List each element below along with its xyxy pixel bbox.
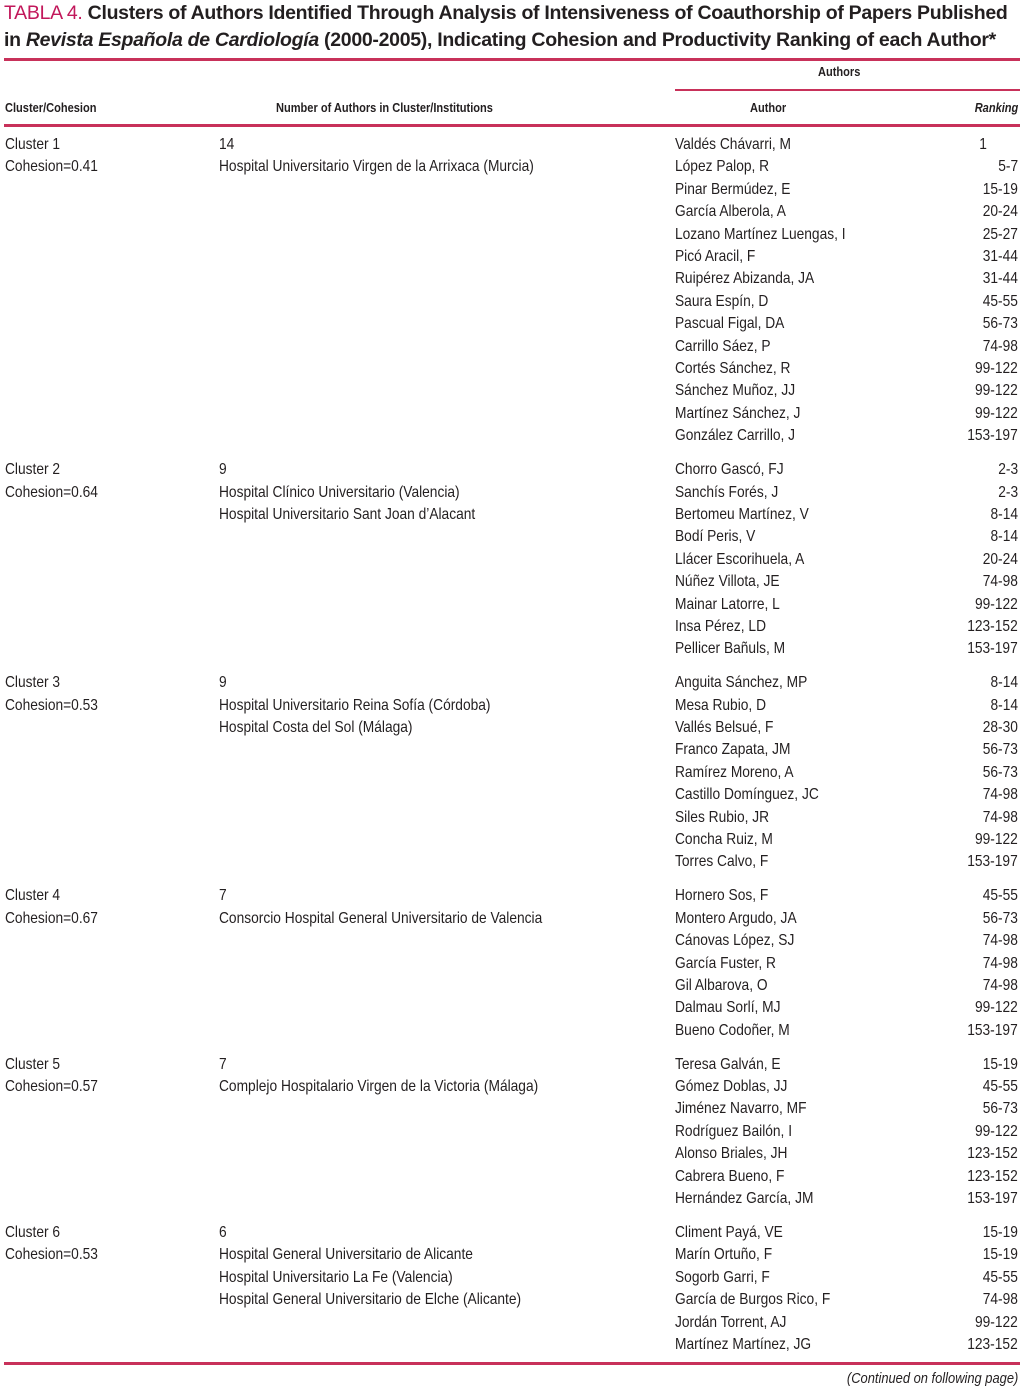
author-name: Insa Pérez, LD bbox=[675, 617, 767, 635]
author-count: 14 bbox=[219, 136, 235, 153]
title-text-1: Clusters of Authors Identified Through Analysis of Intensiveness of Coauthorship of Papers Published bbox=[87, 2, 1008, 24]
institution: Consorcio Hospital General Universitario de Valencia bbox=[219, 909, 543, 927]
journal-name: Revista Española de Cardiología bbox=[25, 29, 319, 51]
author-ranking: 153-197 bbox=[967, 427, 1018, 445]
header-ranking: Ranking bbox=[974, 100, 1018, 115]
table-row bbox=[0, 201, 1024, 223]
table-row bbox=[0, 594, 1024, 616]
author-ranking: 123-152 bbox=[967, 1145, 1018, 1163]
title-text-2-pre: in bbox=[4, 29, 21, 51]
author-name: Pascual Figal, DA bbox=[675, 315, 785, 333]
table-row bbox=[0, 908, 1024, 930]
title-line-1 bbox=[4, 0, 1020, 27]
author-ranking: 20-24 bbox=[982, 550, 1018, 568]
author-ranking: 56-73 bbox=[982, 763, 1018, 781]
author-ranking: 56-73 bbox=[982, 909, 1018, 927]
author-name: Concha Ruiz, M bbox=[675, 831, 773, 848]
table-row bbox=[0, 459, 1024, 481]
author-ranking: 2-3 bbox=[998, 483, 1018, 501]
author-ranking: 74-98 bbox=[982, 786, 1018, 804]
author-ranking: 8-14 bbox=[990, 674, 1018, 692]
table-row bbox=[0, 1222, 1024, 1244]
table-row bbox=[0, 1312, 1024, 1334]
cluster-cohesion: Cohesion=0.53 bbox=[5, 696, 98, 714]
table-row bbox=[0, 1289, 1024, 1311]
author-ranking: 56-73 bbox=[982, 315, 1018, 333]
author-name: Carrillo Sáez, P bbox=[675, 337, 771, 355]
author-name: Dalmau Sorlí, MJ bbox=[675, 999, 781, 1017]
table-row bbox=[0, 571, 1024, 593]
author-name: Chorro Gascó, FJ bbox=[675, 461, 784, 479]
author-count: 7 bbox=[219, 887, 227, 905]
author-ranking: 99-122 bbox=[975, 360, 1018, 377]
table-label: TABLA 4. bbox=[4, 2, 83, 24]
author-ranking: 74-98 bbox=[982, 808, 1018, 826]
author-name: Cortés Sánchez, R bbox=[675, 360, 791, 377]
institution: Hospital General Universitario de Elche (Alicante) bbox=[219, 1291, 522, 1309]
table-row bbox=[0, 549, 1024, 571]
cluster-name: Cluster 6 bbox=[5, 1223, 61, 1241]
author-count: 7 bbox=[219, 1055, 227, 1073]
cluster-name: Cluster 2 bbox=[5, 461, 61, 479]
author-name: Marín Ortuño, F bbox=[675, 1246, 773, 1264]
institution: Hospital Universitario Virgen de la Arrixaca (Murcia) bbox=[219, 158, 534, 176]
author-ranking: 56-73 bbox=[982, 741, 1018, 759]
author-name: Martínez Sánchez, J bbox=[675, 404, 801, 422]
author-name: Sogorb Garri, F bbox=[675, 1268, 770, 1286]
author-ranking: 153-197 bbox=[967, 853, 1018, 871]
author-ranking: 99-122 bbox=[975, 382, 1018, 400]
author-name: Franco Zapata, JM bbox=[675, 741, 791, 759]
author-name: García de Burgos Rico, F bbox=[675, 1291, 831, 1309]
table-row bbox=[0, 1020, 1024, 1042]
continued-note: (Continued on following page) bbox=[846, 1370, 1018, 1387]
author-name: Pinar Bermúdez, E bbox=[675, 180, 791, 198]
table-row bbox=[0, 156, 1024, 178]
author-name: Ramírez Moreno, A bbox=[675, 763, 794, 781]
author-name: Cabrera Bueno, F bbox=[675, 1167, 785, 1185]
table-row bbox=[0, 638, 1024, 660]
author-ranking: 123-152 bbox=[967, 1167, 1018, 1185]
author-ranking: 56-73 bbox=[982, 1100, 1018, 1118]
table-row bbox=[0, 313, 1024, 335]
authors-group-rule bbox=[675, 89, 1020, 91]
header-institutions: Number of Authors in Cluster/Institutions bbox=[276, 100, 493, 115]
author-ranking: 74-98 bbox=[982, 932, 1018, 950]
header-rule bbox=[4, 124, 1020, 127]
cluster-name: Cluster 3 bbox=[5, 674, 61, 692]
author-ranking: 74-98 bbox=[982, 976, 1018, 994]
author-ranking: 74-98 bbox=[982, 573, 1018, 591]
bottom-rule bbox=[4, 1362, 1020, 1365]
author-name: Mesa Rubio, D bbox=[675, 696, 767, 714]
author-name: Sánchez Muñoz, JJ bbox=[675, 382, 796, 400]
author-name: Lozano Martínez Luengas, I bbox=[675, 225, 846, 243]
table-row bbox=[0, 807, 1024, 829]
table-row bbox=[0, 1098, 1024, 1120]
table-row bbox=[0, 953, 1024, 975]
author-ranking: 99-122 bbox=[975, 1313, 1018, 1331]
author-name: Pellicer Bañuls, M bbox=[675, 640, 786, 658]
author-ranking: 99-122 bbox=[975, 831, 1018, 848]
institution: Hospital Universitario La Fe (Valencia) bbox=[219, 1268, 453, 1286]
table-row bbox=[0, 997, 1024, 1019]
cluster-name: Cluster 4 bbox=[5, 887, 61, 905]
author-ranking: 8-14 bbox=[990, 696, 1018, 714]
author-name: Bertomeu Martínez, V bbox=[675, 505, 809, 523]
author-count: 6 bbox=[219, 1223, 227, 1241]
author-ranking: 45-55 bbox=[982, 887, 1018, 905]
author-name: Gómez Doblas, JJ bbox=[675, 1078, 788, 1095]
author-ranking: 2-3 bbox=[998, 461, 1018, 479]
author-name: Cánovas López, SJ bbox=[675, 932, 795, 950]
author-name: Sanchís Forés, J bbox=[675, 483, 779, 501]
cluster-cohesion: Cohesion=0.67 bbox=[5, 909, 98, 927]
author-name: Teresa Galván, E bbox=[675, 1055, 781, 1073]
author-ranking: 15-19 bbox=[982, 1246, 1018, 1264]
author-ranking: 15-19 bbox=[982, 1055, 1018, 1073]
author-ranking: 45-55 bbox=[982, 1268, 1018, 1286]
author-name: Hernández García, JM bbox=[675, 1190, 814, 1207]
author-ranking: 99-122 bbox=[975, 999, 1018, 1017]
table-row bbox=[0, 885, 1024, 907]
author-ranking: 31-44 bbox=[982, 270, 1018, 288]
author-ranking: 74-98 bbox=[982, 1291, 1018, 1309]
institution: Hospital Universitario Reina Sofía (Córdoba) bbox=[219, 696, 491, 714]
author-name: Anguita Sánchez, MP bbox=[675, 674, 808, 692]
table-row bbox=[0, 784, 1024, 806]
title-line-2 bbox=[4, 27, 1020, 54]
author-name: Climent Payá, VE bbox=[675, 1223, 783, 1241]
title-text-2-post: (2000-2005), Indicating Cohesion and Productivity Ranking of each Author* bbox=[324, 29, 996, 51]
author-ranking: 25-27 bbox=[982, 225, 1018, 243]
table-row bbox=[0, 336, 1024, 358]
author-ranking: 5-7 bbox=[998, 158, 1018, 176]
table-row bbox=[0, 851, 1024, 873]
table-row bbox=[0, 616, 1024, 638]
author-ranking: 31-44 bbox=[982, 248, 1018, 265]
author-count: 9 bbox=[219, 674, 227, 692]
table-row bbox=[0, 739, 1024, 761]
table-row bbox=[0, 504, 1024, 526]
author-name: Núñez Villota, JE bbox=[675, 573, 780, 591]
institution: Hospital Clínico Universitario (Valencia) bbox=[219, 483, 460, 501]
author-name: Ruipérez Abizanda, JA bbox=[675, 270, 815, 288]
cluster-cohesion: Cohesion=0.57 bbox=[5, 1078, 98, 1095]
table-row bbox=[0, 1188, 1024, 1210]
table-row bbox=[0, 762, 1024, 784]
table-row bbox=[0, 1076, 1024, 1098]
author-name: Siles Rubio, JR bbox=[675, 808, 770, 826]
table-row bbox=[0, 425, 1024, 447]
table-row bbox=[0, 1334, 1024, 1356]
table-row bbox=[0, 403, 1024, 425]
cluster-cohesion: Cohesion=0.41 bbox=[5, 158, 98, 176]
author-ranking: 45-55 bbox=[982, 1078, 1018, 1095]
author-ranking: 99-122 bbox=[975, 595, 1018, 613]
author-ranking: 15-19 bbox=[982, 180, 1018, 198]
table-row bbox=[0, 179, 1024, 201]
institution: Complejo Hospitalario Virgen de la Victoria (Málaga) bbox=[219, 1078, 539, 1095]
table-row bbox=[0, 829, 1024, 851]
author-name: Alonso Briales, JH bbox=[675, 1145, 788, 1163]
author-name: Torres Calvo, F bbox=[675, 853, 769, 871]
author-ranking: 74-98 bbox=[982, 337, 1018, 355]
header-author: Author bbox=[750, 100, 787, 115]
author-ranking: 99-122 bbox=[975, 404, 1018, 422]
author-name: Castillo Domínguez, JC bbox=[675, 786, 819, 804]
author-ranking: 8-14 bbox=[990, 505, 1018, 523]
table-row bbox=[0, 672, 1024, 694]
author-ranking: 1 bbox=[979, 136, 987, 153]
author-name: Jordán Torrent, AJ bbox=[675, 1313, 787, 1331]
cluster-name: Cluster 5 bbox=[5, 1055, 61, 1073]
table-row bbox=[0, 695, 1024, 717]
author-name: Montero Argudo, JA bbox=[675, 909, 797, 927]
author-ranking: 28-30 bbox=[982, 719, 1018, 736]
author-ranking: 45-55 bbox=[982, 292, 1018, 310]
author-ranking: 123-152 bbox=[967, 617, 1018, 635]
table-row bbox=[0, 246, 1024, 268]
table-row bbox=[0, 1166, 1024, 1188]
table-row bbox=[0, 291, 1024, 313]
cluster-cohesion: Cohesion=0.64 bbox=[5, 483, 98, 501]
author-name: Martínez Martínez, JG bbox=[675, 1335, 812, 1353]
author-name: García Fuster, R bbox=[675, 954, 776, 972]
table-row bbox=[0, 1244, 1024, 1266]
institution: Hospital Costa del Sol (Málaga) bbox=[219, 719, 413, 736]
table-row bbox=[0, 224, 1024, 246]
header-cluster-cohesion: Cluster/Cohesion bbox=[5, 100, 97, 115]
author-name: Rodríguez Bailón, I bbox=[675, 1122, 793, 1140]
table-row bbox=[0, 717, 1024, 739]
author-name: Hornero Sos, F bbox=[675, 887, 769, 905]
table-row bbox=[0, 358, 1024, 380]
author-ranking: 74-98 bbox=[982, 954, 1018, 972]
institution: Hospital General Universitario de Alicante bbox=[219, 1246, 473, 1264]
author-name: Llácer Escorihuela, A bbox=[675, 550, 805, 568]
table-row bbox=[0, 1143, 1024, 1165]
author-name: López Palop, R bbox=[675, 158, 770, 176]
author-name: Valdés Chávarri, M bbox=[675, 136, 791, 153]
author-count: 9 bbox=[219, 461, 227, 479]
author-ranking: 153-197 bbox=[967, 1190, 1018, 1207]
table-title bbox=[4, 0, 1020, 54]
header-authors-group: Authors bbox=[818, 64, 861, 79]
author-name: Gil Albarova, O bbox=[675, 976, 768, 994]
table-row bbox=[0, 526, 1024, 548]
author-name: Saura Espín, D bbox=[675, 292, 769, 310]
cluster-cohesion: Cohesion=0.53 bbox=[5, 1246, 98, 1264]
table-row bbox=[0, 134, 1024, 156]
author-name: González Carrillo, J bbox=[675, 427, 796, 445]
author-name: Jiménez Navarro, MF bbox=[675, 1100, 807, 1118]
author-ranking: 153-197 bbox=[967, 640, 1018, 658]
author-ranking: 99-122 bbox=[975, 1122, 1018, 1140]
institution: Hospital Universitario Sant Joan d’Alacant bbox=[219, 505, 476, 523]
author-name: Bueno Codoñer, M bbox=[675, 1021, 790, 1039]
author-ranking: 123-152 bbox=[967, 1335, 1018, 1353]
table-row bbox=[0, 975, 1024, 997]
author-ranking: 153-197 bbox=[967, 1021, 1018, 1039]
table-row bbox=[0, 930, 1024, 952]
author-ranking: 20-24 bbox=[982, 203, 1018, 221]
table-row bbox=[0, 1267, 1024, 1289]
cluster-name: Cluster 1 bbox=[5, 136, 61, 153]
author-name: Picó Aracil, F bbox=[675, 248, 756, 265]
table-row bbox=[0, 482, 1024, 504]
table-row bbox=[0, 1054, 1024, 1076]
table-row bbox=[0, 1121, 1024, 1143]
author-ranking: 15-19 bbox=[982, 1223, 1018, 1241]
table-row bbox=[0, 380, 1024, 402]
author-name: Bodí Peris, V bbox=[675, 528, 756, 546]
author-ranking: 8-14 bbox=[990, 528, 1018, 546]
author-name: Mainar Latorre, L bbox=[675, 595, 780, 613]
author-name: García Alberola, A bbox=[675, 203, 786, 221]
author-name: Vallés Belsué, F bbox=[675, 719, 774, 736]
table-row bbox=[0, 268, 1024, 290]
title-rule bbox=[4, 58, 1020, 61]
